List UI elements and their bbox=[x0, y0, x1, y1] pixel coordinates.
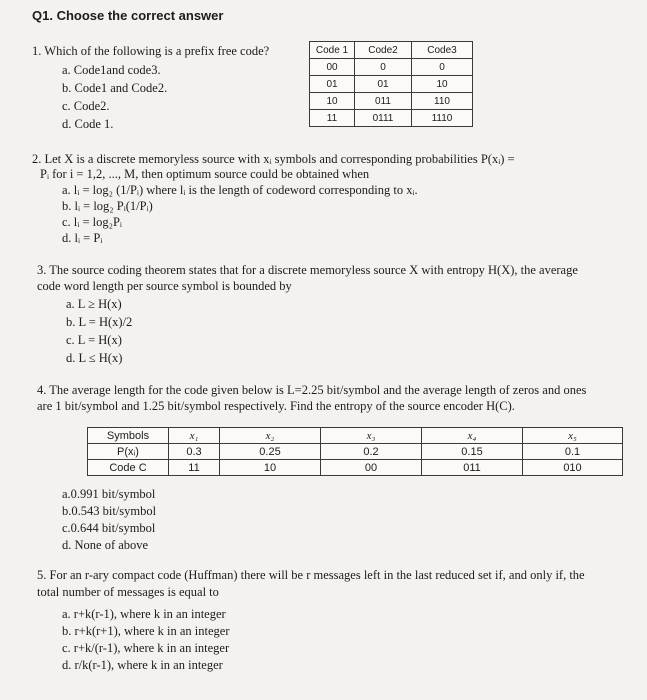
q2-option-b: b. lᵢ = log₂ Pᵢ(1/Pᵢ) bbox=[62, 199, 153, 213]
q2-stem-line-2: Pᵢ for i = 1,2, ..., M, then optimum source could be obtained when bbox=[40, 167, 370, 181]
table-header-cell: x₁ bbox=[169, 428, 220, 444]
table-row bbox=[310, 93, 473, 110]
q4-option-d: d. None of above bbox=[62, 538, 149, 552]
table-header-cell: Code3 bbox=[412, 42, 473, 59]
q3-option-a: a. L ≥ H(x) bbox=[66, 297, 122, 311]
q3-option-b: b. L = H(x)/2 bbox=[66, 315, 133, 329]
table-header-cell: x₅ bbox=[523, 428, 623, 444]
q1-option-a: a. Code1and code3. bbox=[62, 63, 161, 77]
q5-stem-line-2: total number of messages is equal to bbox=[37, 585, 219, 599]
table-cell: 0111 bbox=[355, 110, 412, 127]
table-row bbox=[310, 59, 473, 76]
table-cell: 00 bbox=[321, 460, 422, 476]
q3-stem-line-2: code word length per source symbol is bounded by bbox=[37, 279, 292, 293]
table-cell: 01 bbox=[310, 76, 355, 93]
table-cell: 0.25 bbox=[220, 444, 321, 460]
q2-option-a: a. lᵢ = log₂ (1/Pᵢ) where lᵢ is the length of codeword corresponding to xᵢ. bbox=[62, 183, 418, 197]
table-cell: 010 bbox=[523, 460, 623, 476]
table-cell: 0.1 bbox=[523, 444, 623, 460]
q3-option-c: c. L = H(x) bbox=[66, 333, 122, 347]
q5-option-d: d. r/k(r-1), where k in an integer bbox=[62, 658, 223, 672]
table-row bbox=[310, 76, 473, 93]
q3-option-d: d. L ≤ H(x) bbox=[66, 351, 123, 365]
table-cell: 0.15 bbox=[422, 444, 523, 460]
q2-option-d: d. lᵢ = Pᵢ bbox=[62, 231, 103, 245]
q4-option-b: b.0.543 bit/symbol bbox=[62, 504, 157, 518]
q4-option-a: a.0.991 bit/symbol bbox=[62, 487, 156, 501]
q4-stem-line-2: are 1 bit/symbol and 1.25 bit/symbol respectively. Find the entropy of the source encoder H(C). bbox=[37, 399, 515, 413]
table-cell: 10 bbox=[310, 93, 355, 110]
table-header-cell: x₃ bbox=[321, 428, 422, 444]
table-row bbox=[310, 110, 473, 127]
table-header-cell: Code2 bbox=[355, 42, 412, 59]
table-header-cell: Code 1 bbox=[310, 42, 355, 59]
table-header-row bbox=[88, 428, 623, 444]
table-cell: 0.2 bbox=[321, 444, 422, 460]
q4-stem-line-1: 4. The average length for the code given below is L=2.25 bit/symbol and the average length of zeros and ones bbox=[37, 383, 587, 397]
q4-code-table bbox=[87, 427, 623, 476]
table-cell: 011 bbox=[422, 460, 523, 476]
table-cell: 10 bbox=[412, 76, 473, 93]
table-cell: 0 bbox=[355, 59, 412, 76]
table-cell: 10 bbox=[220, 460, 321, 476]
table-cell: Code C bbox=[88, 460, 169, 476]
table-cell: P(xᵢ) bbox=[88, 444, 169, 460]
table-cell: 0 bbox=[412, 59, 473, 76]
table-row bbox=[88, 444, 623, 460]
q1-option-c: c. Code2. bbox=[62, 99, 110, 113]
table-cell: 11 bbox=[310, 110, 355, 127]
q5-option-c: c. r+k/(r-1), where k in an integer bbox=[62, 641, 230, 655]
q4-option-c: c.0.644 bit/symbol bbox=[62, 521, 156, 535]
q5-option-a: a. r+k(r-1), where k in an integer bbox=[62, 607, 226, 621]
page-heading: Q1. Choose the correct answer bbox=[32, 8, 224, 23]
table-header-cell: x₂ bbox=[220, 428, 321, 444]
table-cell: 1110 bbox=[412, 110, 473, 127]
q2-stem-line-1: 2. Let X is a discrete memoryless source with xᵢ symbols and corresponding probabilities P(xᵢ) = bbox=[32, 152, 515, 166]
q1-stem: 1. Which of the following is a prefix free code? bbox=[32, 44, 270, 58]
q2-option-c: c. lᵢ = log₂Pᵢ bbox=[62, 215, 122, 229]
table-cell: 110 bbox=[412, 93, 473, 110]
q1-option-b: b. Code1 and Code2. bbox=[62, 81, 168, 95]
q1-option-d: d. Code 1. bbox=[62, 117, 114, 131]
table-cell: 01 bbox=[355, 76, 412, 93]
table-header-cell: Symbols bbox=[88, 428, 169, 444]
table-row bbox=[88, 460, 623, 476]
table-cell: 0.3 bbox=[169, 444, 220, 460]
table-header-row bbox=[310, 42, 473, 59]
q5-stem-line-1: 5. For an r-ary compact code (Huffman) there will be r messages left in the last reduced set if, and only if, the bbox=[37, 568, 585, 582]
q3-stem-line-1: 3. The source coding theorem states that for a discrete memoryless source X with entropy H(X), the average bbox=[37, 263, 578, 277]
table-header-cell: x₄ bbox=[422, 428, 523, 444]
table-cell: 11 bbox=[169, 460, 220, 476]
table-cell: 011 bbox=[355, 93, 412, 110]
q1-code-table bbox=[309, 41, 473, 127]
q5-option-b: b. r+k(r+1), where k in an integer bbox=[62, 624, 230, 638]
table-cell: 00 bbox=[310, 59, 355, 76]
